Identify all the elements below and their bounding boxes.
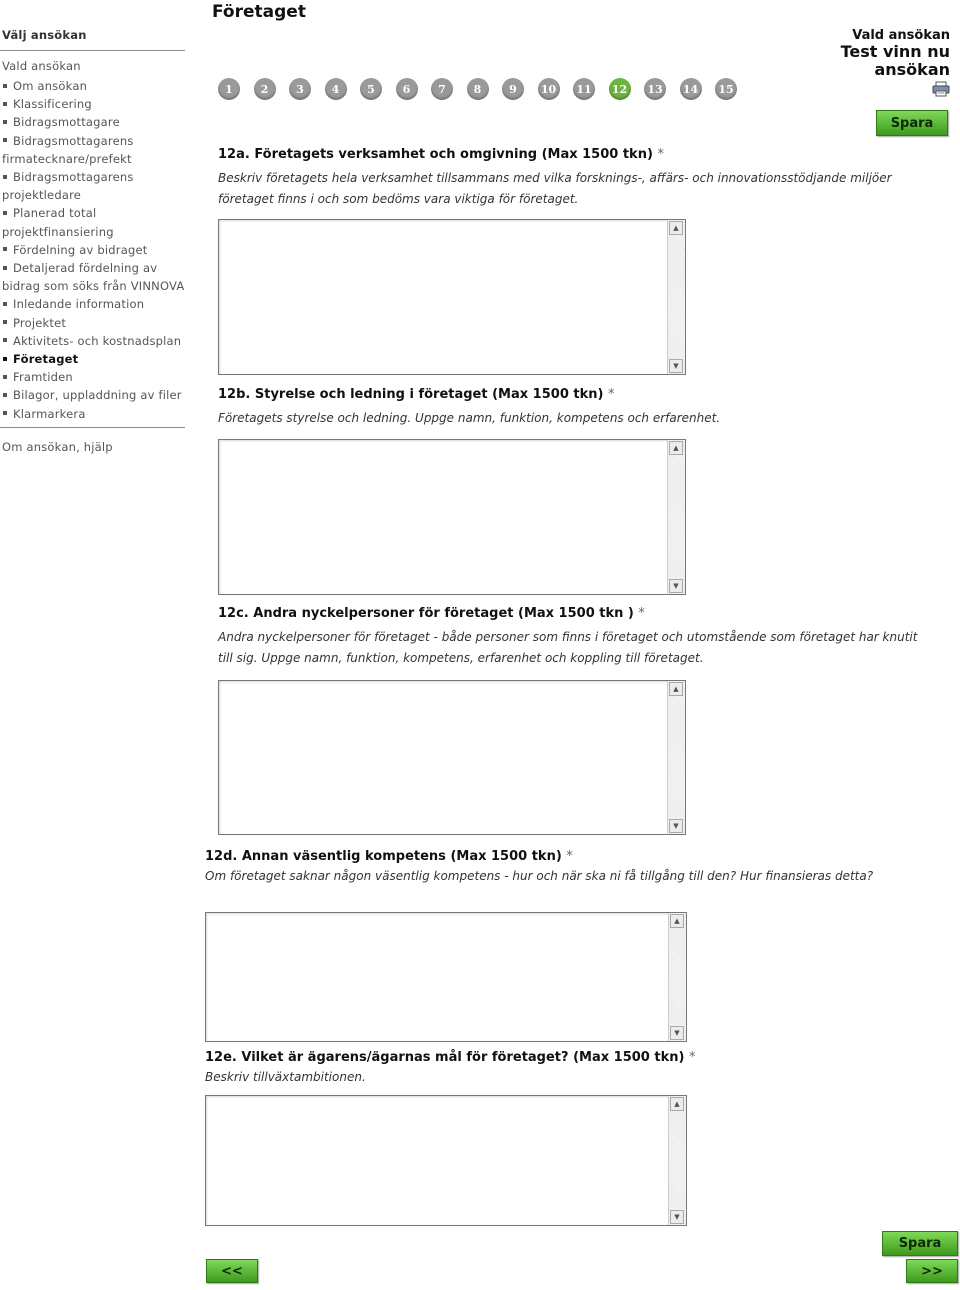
step-3[interactable]: 3 (289, 78, 311, 100)
question-12c (218, 606, 918, 669)
sidebar-item[interactable] (0, 95, 185, 113)
scroll-down-icon[interactable]: ▼ (670, 1026, 684, 1040)
required-marker: * (657, 147, 664, 162)
bullet-icon (3, 375, 7, 379)
next-button[interactable]: >> (906, 1259, 958, 1283)
question-description: Beskriv företagets hela verksamhet tillsammans med vilka forsknings-, affärs- och innovationsstödjande miljöer företaget finns i och som bedöms vara viktiga för företaget. (218, 171, 892, 206)
bullet-icon (3, 138, 7, 142)
answer-12d-textarea[interactable] (205, 912, 687, 1042)
required-marker: * (638, 606, 645, 621)
step-navigator (218, 78, 751, 100)
step-9[interactable]: 9 (502, 78, 524, 100)
sidebar-item[interactable] (0, 259, 185, 295)
sidebar-item-label: Klassificering (13, 97, 92, 112)
step-1[interactable]: 1 (218, 78, 240, 100)
selected-application (810, 28, 950, 101)
sidebar-item[interactable] (0, 77, 185, 95)
bullet-icon (3, 302, 7, 306)
sidebar-item[interactable] (0, 386, 185, 404)
save-button-top[interactable]: Spara (876, 110, 948, 136)
question-12a (218, 147, 918, 210)
question-title: 12c. Andra nyckelpersoner för företaget (Max 1500 tkn ) * (218, 606, 645, 621)
bullet-icon (3, 102, 7, 106)
step-6[interactable]: 6 (396, 78, 418, 100)
scrollbar[interactable] (668, 1096, 686, 1225)
sidebar-item[interactable] (0, 241, 185, 259)
sidebar-heading[interactable]: Välj ansökan (2, 28, 87, 42)
bullet-icon (3, 247, 7, 251)
scroll-up-icon[interactable]: ▲ (669, 682, 683, 696)
step-5[interactable]: 5 (360, 78, 382, 100)
step-2[interactable]: 2 (254, 78, 276, 100)
bullet-icon (3, 211, 7, 215)
sidebar-item-label: Företaget (13, 352, 79, 367)
bullet-icon (3, 338, 7, 342)
save-button-bottom[interactable]: Spara (882, 1231, 958, 1256)
printer-icon[interactable] (932, 81, 950, 101)
sidebar-item[interactable] (0, 314, 185, 332)
sidebar-item-label: Projektet (13, 315, 67, 330)
sidebar-item-label: Framtiden (13, 370, 73, 385)
question-description: Om företaget saknar någon väsentlig kompetens - hur och när ska ni få tillgång till den? Hur finansieras detta? (205, 869, 874, 883)
bullet-icon (3, 393, 7, 397)
sidebar-divider (0, 50, 185, 51)
required-marker: * (688, 1050, 696, 1065)
scroll-up-icon[interactable]: ▲ (669, 221, 683, 235)
step-15[interactable]: 15 (715, 78, 737, 100)
scroll-down-icon[interactable]: ▼ (670, 1210, 684, 1224)
question-12b (218, 387, 918, 429)
question-title: 12d. Annan väsentlig kompetens (Max 1500 tkn) * (205, 849, 573, 864)
scroll-up-icon[interactable]: ▲ (669, 441, 683, 455)
required-marker: * (607, 387, 615, 402)
previous-button[interactable]: << (206, 1259, 258, 1283)
sidebar-item[interactable] (0, 332, 185, 350)
sidebar-item[interactable] (0, 405, 185, 423)
scroll-up-icon[interactable]: ▲ (670, 914, 684, 928)
step-11[interactable]: 11 (573, 78, 595, 100)
step-8[interactable]: 8 (467, 78, 489, 100)
scroll-down-icon[interactable]: ▼ (669, 359, 683, 373)
sidebar-item-label: Planerad total projektfinansiering (2, 206, 114, 239)
sidebar-item[interactable] (0, 168, 185, 204)
sidebar-item[interactable] (0, 113, 185, 131)
bullet-icon (3, 120, 7, 124)
answer-12e-textarea[interactable] (205, 1095, 687, 1226)
answer-12a-textarea[interactable] (218, 219, 686, 375)
step-10[interactable]: 10 (538, 78, 560, 100)
scrollbar[interactable] (667, 681, 685, 834)
sidebar-help-link[interactable]: Om ansökan, hjälp (2, 439, 113, 454)
sidebar-item[interactable] (0, 132, 185, 168)
sidebar-item-label: Klarmarkera (13, 406, 86, 421)
question-description: Företagets styrelse och ledning. Uppge namn, funktion, kompetens och erfarenhet. (218, 411, 721, 425)
step-13[interactable]: 13 (644, 78, 666, 100)
sidebar-item[interactable] (0, 350, 185, 368)
sidebar-item-label: Aktivitets- och kostnadsplan (13, 333, 182, 348)
question-12d (205, 849, 957, 885)
scrollbar[interactable] (667, 440, 685, 594)
bullet-icon (3, 175, 7, 179)
sidebar-item-label: Inledande information (13, 297, 145, 312)
sidebar-item-label: Bidragsmottagarens projektledare (2, 170, 134, 203)
sidebar-item-label: Bilagor, uppladdning av filer (13, 388, 182, 403)
sidebar-item[interactable] (0, 204, 185, 240)
scroll-up-icon[interactable]: ▲ (670, 1097, 684, 1111)
bullet-icon (3, 357, 7, 361)
selected-application-label: Vald ansökan (852, 28, 950, 43)
answer-12c-textarea[interactable] (218, 680, 686, 835)
question-title: 12a. Företagets verksamhet och omgivning (Max 1500 tkn) * (218, 147, 664, 162)
sidebar-item-label: Om ansökan (13, 79, 88, 93)
question-12e (205, 1050, 957, 1086)
step-14[interactable]: 14 (680, 78, 702, 100)
sidebar-divider (0, 427, 185, 428)
sidebar-item-label: Fördelning av bidraget (13, 242, 148, 257)
answer-12b-textarea[interactable] (218, 439, 686, 595)
question-title: 12b. Styrelse och ledning i företaget (Max 1500 tkn) * (218, 387, 615, 402)
bullet-icon (3, 411, 7, 415)
sidebar-item-label: Bidragsmottagare (13, 115, 120, 130)
question-title: 12e. Vilket är ägarens/ägarnas mål för företaget? (Max 1500 tkn) * (205, 1050, 696, 1065)
sidebar-subheading: Vald ansökan (2, 59, 81, 73)
required-marker: * (566, 849, 573, 864)
sidebar-item[interactable] (0, 368, 185, 386)
page-title: Företaget (212, 2, 306, 22)
sidebar (0, 24, 185, 460)
bullet-icon (3, 320, 7, 324)
selected-application-name: Test vinn nu ansökan (840, 42, 950, 79)
step-4[interactable]: 4 (325, 78, 347, 100)
scrollbar[interactable] (668, 913, 686, 1041)
sidebar-items (0, 77, 185, 423)
bullet-icon (3, 84, 7, 88)
question-description: Beskriv tillväxtambitionen. (205, 1070, 366, 1084)
sidebar-item-label: Detaljerad fördelning av bidrag som söks från VINNOVA (2, 261, 185, 294)
sidebar-item-label: Bidragsmottagarens firmatecknare/prefekt (2, 133, 134, 166)
step-12[interactable]: 12 (609, 78, 631, 100)
scrollbar[interactable] (667, 220, 685, 374)
scroll-down-icon[interactable]: ▼ (669, 579, 683, 593)
scroll-down-icon[interactable]: ▼ (669, 819, 683, 833)
sidebar-item[interactable] (0, 295, 185, 313)
question-description: Andra nyckelpersoner för företaget - både personer som finns i företaget och utomstående som företaget har knutit till sig. Uppge namn, funktion, kompetens, erfarenhet och koppling till företaget. (218, 630, 918, 665)
bullet-icon (3, 266, 7, 270)
step-7[interactable]: 7 (431, 78, 453, 100)
